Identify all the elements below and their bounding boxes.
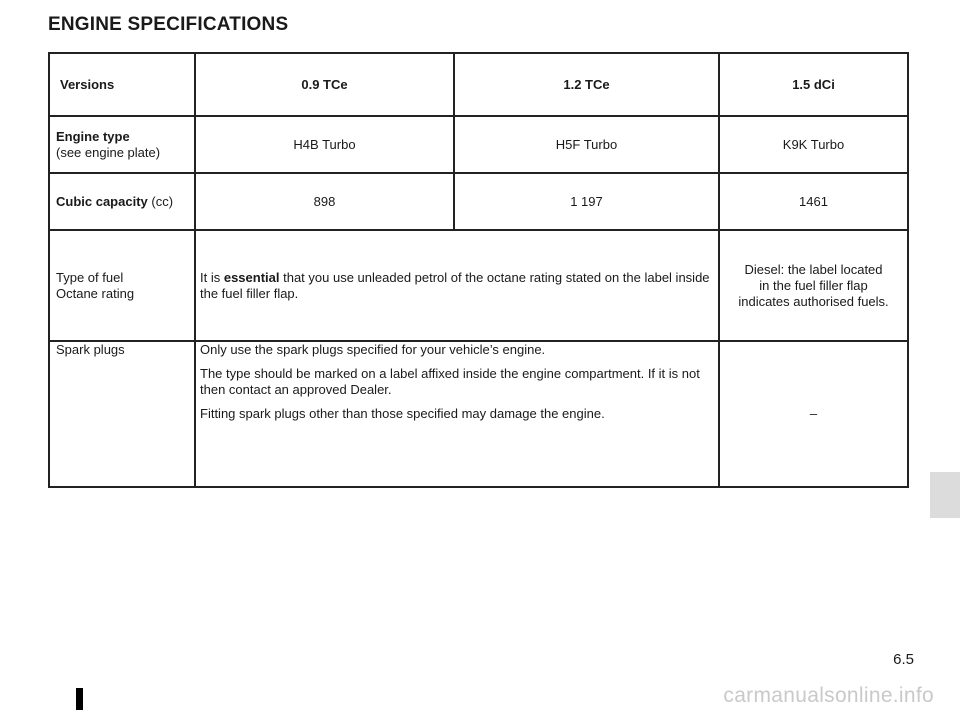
table-row-engine-type: [49, 116, 908, 173]
header-version-1-2-tce: 1.2 TCe: [454, 53, 719, 116]
page-title: ENGINE SPECIFICATIONS: [48, 14, 289, 35]
engine-type-1-2-tce: H5F Turbo: [454, 116, 719, 173]
watermark-text: carmanualsonline.info: [723, 684, 934, 707]
diesel-note-line3: indicates authorised fuels.: [738, 293, 889, 309]
diesel-fuel-note: [719, 230, 908, 341]
petrol-fuel-note: [195, 230, 719, 341]
diesel-note-line2: in the fuel filler flap: [759, 277, 868, 293]
octane-rating-label: Octane rating: [56, 285, 135, 301]
table-row-fuel: [49, 230, 908, 341]
engine-spec-table: [48, 52, 909, 488]
engine-type-sublabel: (see engine plate): [56, 144, 161, 160]
engine-type-0-9-tce: H4B Turbo: [195, 116, 454, 173]
cubic-capacity-unit: (cc): [147, 193, 174, 209]
cubic-capacity-1-2-tce: 1 197: [454, 173, 719, 230]
spark-plugs-para-1: Only use the spark plugs specified for your vehicle’s engine.: [200, 342, 546, 357]
spark-plugs-para-2: The type should be marked on a label affixed inside the engine compartment. If it is not then contact an approved Dealer.: [200, 366, 700, 397]
cubic-capacity-label: Cubic capacity: [56, 193, 148, 209]
row-label-fuel: [49, 230, 195, 341]
cubic-capacity-0-9-tce: 898: [195, 173, 454, 230]
corner-crop-mark: [76, 688, 83, 710]
petrol-note-emphasis: essential: [223, 269, 280, 285]
page-number: 6.5: [893, 651, 914, 668]
diesel-note-line1: Diesel: the label located: [744, 261, 883, 277]
spark-plugs-note: [195, 341, 719, 487]
table-row-spark-plugs: [49, 341, 908, 487]
row-label-engine-type: [49, 116, 195, 173]
spark-plugs-para-3: Fitting spark plugs other than those specified may damage the engine.: [200, 406, 605, 421]
header-version-1-5-dci: 1.5 dCi: [719, 53, 908, 116]
header-versions: Versions: [49, 53, 195, 116]
row-label-spark-plugs: Spark plugs: [49, 341, 195, 487]
row-label-cubic-capacity: [49, 173, 195, 230]
petrol-note-post: that you use unleaded petrol of the octane rating stated on the label inside the fuel filler flap.: [200, 269, 710, 301]
section-side-tab: [930, 472, 960, 518]
cubic-capacity-1-5-dci: 1461: [719, 173, 908, 230]
table-row-cubic-capacity: [49, 173, 908, 230]
spark-plugs-diesel-value: –: [719, 341, 908, 487]
engine-type-1-5-dci: K9K Turbo: [719, 116, 908, 173]
fuel-type-label: Type of fuel: [56, 269, 124, 285]
engine-type-label: Engine type: [56, 128, 130, 144]
table-header-row: [49, 53, 908, 116]
header-version-0-9-tce: 0.9 TCe: [195, 53, 454, 116]
petrol-note-pre: It is: [200, 269, 224, 285]
